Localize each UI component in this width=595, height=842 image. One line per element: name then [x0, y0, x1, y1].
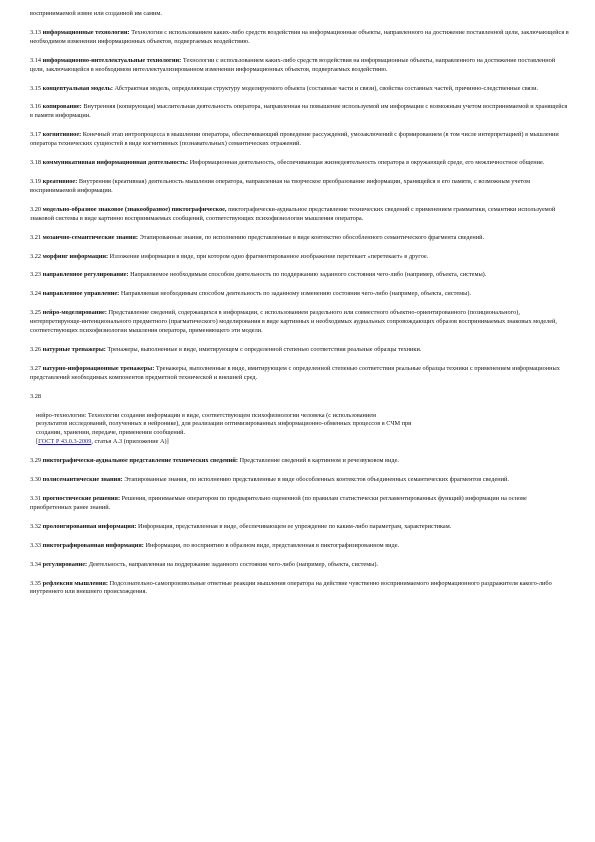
term-definition: Тренажеры, выполненные в виде, имитирующем с определенной степенью соответствия реальные образцы техники.	[107, 345, 422, 353]
definition-item	[30, 85, 570, 94]
item-number: 3.15	[30, 84, 42, 92]
term-name: направленное регулирование:	[42, 271, 129, 279]
item-number: 3.33	[30, 541, 42, 549]
definition-item	[30, 178, 570, 196]
term-definition: Тренажеры, выполненные в виде, имитирующем с определенной степенью соответствия реальные образцы техники с применением информационных представлений необходимых компонентов предметной технической и внешней сред.	[30, 364, 560, 381]
term-definition: Конечный этап интропроцесса в мышлении оператора, обеспечивающий проведение рассуждений, умозаключений с формированием (в том числе интерпретацией) в мышлении оператора технических сущностей в виде когнитивных (познавательных) семантических отражений.	[30, 131, 559, 148]
term-name: морфинг информации:	[42, 252, 109, 260]
item-number: 3.13	[30, 28, 42, 36]
definition-item	[30, 457, 570, 466]
term-name: пролонгированная информация:	[42, 522, 137, 530]
definition-item	[30, 159, 570, 168]
definition-item	[30, 523, 570, 532]
term-definition: Подсознательно-самопроизвольные ответные реакции мышления оператора на действие чувственно воспринимаемого информационного раздражителя какого-либо внутреннего или внешнего происхождения.	[30, 579, 552, 596]
definition-item	[30, 253, 570, 262]
definition-item	[30, 57, 570, 75]
term-definition: Технологии с использованием каких-либо средств воздействия на информационные объекты, направленного на достижение поставленной цели, заключающейся в необходимом интеллектуализированном изменении информационных объектов, подвергаемых воздействию.	[30, 56, 556, 73]
term-definition: Информационная деятельность, обеспечивающая жизнедеятельность оператора в окружающей среде, его межличностное общение.	[189, 159, 545, 167]
quote-line: результатов исследований, полученных в нейронике), для реализации оптимизированных информационно-обменных процессов в СЧМ при	[36, 420, 412, 428]
item-number: 3.16	[30, 103, 42, 111]
definition-item	[30, 346, 570, 355]
item-number: 3.23	[30, 271, 42, 279]
term-definition: Направляемое необходимым способом деятельность по поддержанию заданного состояния чего-либо (например, объекта, системы).	[130, 271, 487, 279]
term-definition: Внутренняя (копирующая) мыслительная деятельность оператора, направленная на повышение используемой им информации с возможным учетом воспринимаемой и хранящейся в памяти информации.	[30, 103, 568, 120]
item-number: 3.19	[30, 177, 42, 185]
term-name: регулирование:	[42, 560, 88, 568]
item-number: 3.30	[30, 476, 42, 484]
term-name: рефлексия мышления:	[42, 579, 108, 587]
document-page	[30, 10, 570, 607]
definition-item	[30, 103, 570, 121]
term-name: натурные тренажеры:	[42, 345, 106, 353]
term-definition: Представление сведений, содержащихся в информации, с использованием раздельного или совместного объектно-ориентированного (позиционального), интерпретирующе-интенционального предметного (прагматического) моделирования в виде картинных и необходимых аудиальных сопровождающих образов воспринимаемых знаковых моделей, соответствующих психофизиологии мышления оператора, применяющего эти модели.	[30, 309, 558, 335]
definition-item	[30, 234, 570, 243]
term-definition: Изложение информации в виде, при котором одно фрагментированное изображение перетекает «перетекает» в другое.	[109, 252, 429, 260]
item-number: 3.21	[30, 233, 42, 241]
item-number: 3.34	[30, 560, 42, 568]
term-name: информационно-интеллектуальные технологии:	[42, 56, 182, 64]
item-number: 3.14	[30, 56, 42, 64]
term-definition: Внутренняя (креативная) деятельность мышления оператора, направленная на творческое преобразование информации, хранящейся в его памяти, с возможным учетом воспринимаемой информации.	[30, 177, 531, 194]
term-definition: пиктографически-аудиальное представление технических сведений с применением грамматики, семантики используемой знаковой системы в виде картинно воспринимаемых сообщений, соответствующих психофизиологии мышления оператора.	[30, 205, 556, 222]
term-definition: Информация, по восприятию в образном виде, представленная в пиктографизированном виде.	[145, 541, 400, 549]
item-number: 3.20	[30, 205, 42, 213]
term-name: пиктографически-аудиальное представление технических сведений:	[42, 457, 238, 465]
term-name: полисемантические знания:	[42, 476, 123, 484]
term-name: прогностические решения:	[42, 495, 121, 502]
term-name: концептуальная модель:	[42, 84, 113, 92]
definition-item	[30, 290, 570, 299]
definition-item	[30, 131, 570, 149]
item-number: 3.31	[30, 495, 42, 502]
term-definition: Представление сведений в картинном и речезвуковом виде.	[239, 457, 399, 465]
term-name: когнитивное:	[42, 131, 82, 139]
ref-bracket: [	[36, 438, 39, 446]
term-definition: Этапированные знания, по исполнению представленные в виде обособленных контекстов объединенных семантических фрагментов сведений.	[124, 476, 509, 484]
term-definition: Абстрактная модель, определяющая структуру моделируемого объекта (составные части и связи), свойства составных частей, причинно-следственные связи.	[114, 84, 539, 92]
item-number: 3.29	[30, 457, 42, 465]
item-number: 3.35	[30, 579, 42, 587]
term-name: информационные технологии:	[42, 28, 130, 36]
gost-quote-block	[36, 412, 570, 448]
item-number: 3.18	[30, 159, 42, 167]
definition-item	[30, 29, 570, 47]
definitions-list	[30, 29, 570, 383]
quote-line: нейро-технологии: Технологии создания информации в виде, соответствующем психофизиологии человека (с использованием	[36, 411, 377, 419]
ref-tail: , статья А.3 (приложение А)]	[91, 438, 169, 446]
term-name: модельно-образное знаковое (знакообразное) пиктографическое,	[42, 205, 227, 213]
definition-item	[30, 309, 570, 336]
term-definition: Информация, представленная в виде, обеспечивающем ее упреждение по каким-либо параметрам, характеристикам.	[137, 522, 452, 530]
term-name: натурно-информационные тренажеры:	[42, 364, 155, 372]
term-definition: Деятельность, направленная на поддержание заданного состояния чего-либо (например, объекта, системы).	[88, 560, 379, 568]
item-number: 3.25	[30, 309, 42, 317]
term-name: креативное:	[42, 177, 78, 185]
definition-item	[30, 495, 570, 513]
term-definition: Направляемая необходимым способом деятельность по заданному изменению состояния чего-либо (например, объекта, системы).	[120, 290, 472, 298]
item-number: 3.26	[30, 345, 42, 353]
term-definition: Технологии с использованием каких-либо средств воздействия на информационные объекты, направленного на достижение поставленной цели, заключающейся в необходимом изменении информационных объектов, подвергаемых воздействию.	[30, 28, 569, 45]
term-name: направленное управление:	[42, 290, 120, 298]
item-number: 3.17	[30, 131, 42, 139]
term-name: мозаично-семантические знания:	[42, 233, 139, 241]
definition-item	[30, 561, 570, 570]
term-name: нейро-моделирование:	[42, 309, 107, 317]
quote-line: создании, хранении, передаче, применении сообщений.	[36, 429, 186, 437]
definition-item	[30, 542, 570, 551]
definitions-list-continued	[30, 457, 570, 597]
gost-reference-link[interactable]: ГОСТ Р 43.0.3-2009	[38, 438, 92, 446]
intro-fragment: воспринимаемой извне или созданной им самим.	[30, 10, 162, 17]
definition-item	[30, 271, 570, 280]
definition-item	[30, 476, 570, 485]
definition-item	[30, 580, 570, 598]
definition-item	[30, 365, 570, 383]
item-number: 3.24	[30, 290, 42, 298]
term-name: пиктографированная информация:	[42, 541, 144, 549]
term-definition: Этапированные знания, по исполнению представленные в виде контекстно обособленного семантического фрагмента сведений.	[139, 233, 485, 241]
item-number: 3.32	[30, 522, 42, 530]
item-number: 3.27	[30, 364, 42, 372]
term-name: копирование:	[42, 103, 82, 111]
quote-reference	[36, 438, 570, 447]
term-definition: Решения, принимаемые оператором по предварительно оцененной (по правилам статистически регламентированных функций) информации на основе приобретенных ранее знаний.	[30, 495, 527, 511]
item-number: 3.22	[30, 252, 42, 260]
item-number-3-28: 3.28	[30, 392, 42, 400]
definition-item	[30, 206, 570, 224]
term-name: коммуникативная информационная деятельность:	[42, 159, 189, 167]
